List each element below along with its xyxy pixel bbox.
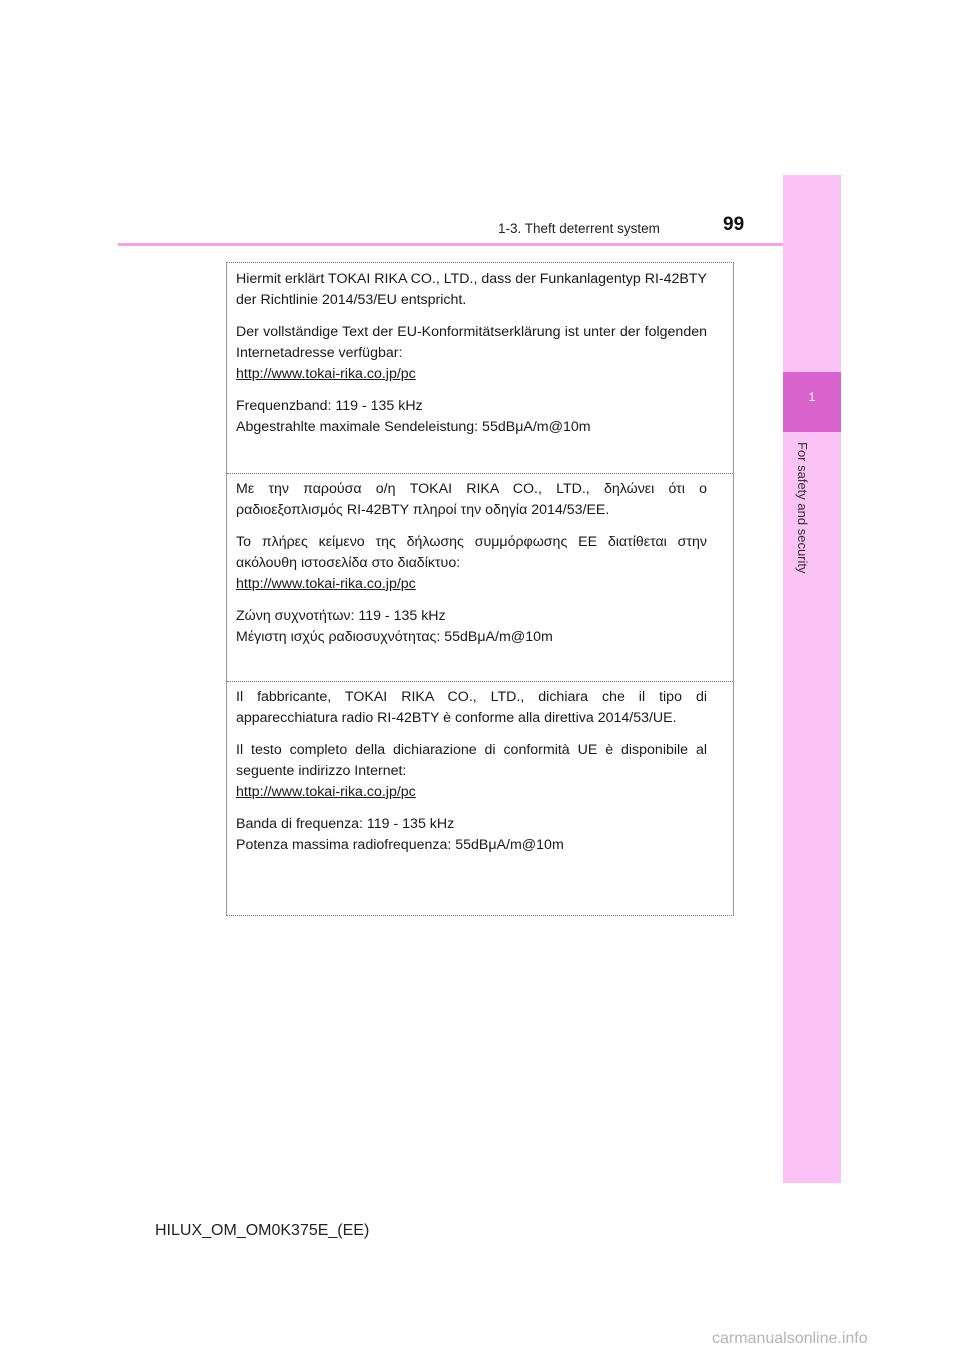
watermark: carmanualsonline.info bbox=[712, 1330, 868, 1347]
page-number: 99 bbox=[723, 214, 745, 235]
declaration-link[interactable]: http://www.tokai-rika.co.jp/pc bbox=[236, 784, 416, 800]
declaration-link[interactable]: http://www.tokai-rika.co.jp/pc bbox=[236, 366, 416, 382]
declaration-text: Με την παρούσα ο/η TOKAI RIKA CO., LTD., δηλώνει ότι ο ραδιοεξοπλισμός RI-42BTY πληροί την οδηγία 2014/53/ΕΕ. bbox=[236, 481, 707, 518]
availability-text: Der vollständige Text der EU-Konformitätserklärung ist unter der folgenden Internetadresse verfügbar: bbox=[236, 324, 707, 361]
declaration-text: Hiermit erklärt TOKAI RIKA CO., LTD., dass der Funkanlagentyp RI-42BTY der Richtlinie 2014/53/EU entspricht. bbox=[236, 271, 707, 308]
availability-text: Το πλήρες κείμενο της δήλωσης συμμόρφωσης ΕΕ διατίθεται στην ακόλουθη ιστοσελίδα στο διαδίκτυο: bbox=[236, 534, 707, 571]
section-divider bbox=[227, 473, 733, 474]
chapter-tab[interactable] bbox=[783, 372, 841, 432]
section-title: 1-3. Theft deterrent system bbox=[498, 221, 660, 236]
header-rule bbox=[118, 243, 841, 246]
frequency-band-text: Banda di frequenza: 119 - 135 kHz bbox=[236, 816, 455, 832]
document-code: HILUX_OM_OM0K375E_(EE) bbox=[155, 1222, 370, 1239]
chapter-label: For safety and security bbox=[795, 442, 810, 574]
section-divider bbox=[227, 681, 733, 682]
frequency-band-text: Ζώνη συχνοτήτων: 119 - 135 kHz bbox=[236, 608, 446, 624]
declaration-section-italian bbox=[227, 687, 733, 856]
declaration-section-german bbox=[227, 269, 733, 438]
frequency-band-text: Frequenzband: 119 - 135 kHz bbox=[236, 398, 423, 414]
declaration-text: Il fabbricante, TOKAI RIKA CO., LTD., dichiara che il tipo di apparecchiatura radio RI-42BTY è conforme alla direttiva 2014/53/UE. bbox=[236, 689, 707, 726]
declaration-link[interactable]: http://www.tokai-rika.co.jp/pc bbox=[236, 576, 416, 592]
chapter-number: 1 bbox=[808, 390, 816, 404]
conformity-declaration-box bbox=[226, 262, 734, 916]
max-power-text: Abgestrahlte maximale Sendeleistung: 55dBμA/m@10m bbox=[236, 419, 591, 435]
max-power-text: Potenza massima radiofrequenza: 55dBμA/m@10m bbox=[236, 837, 564, 853]
declaration-section-greek bbox=[227, 479, 733, 648]
availability-text: Il testo completo della dichiarazione di conformità UE è disponibile al seguente indirizzo Internet: bbox=[236, 742, 707, 779]
max-power-text: Μέγιστη ισχύς ραδιοσυχνότητας: 55dBμA/m@10m bbox=[236, 629, 553, 645]
chapter-side-band bbox=[783, 175, 841, 1183]
